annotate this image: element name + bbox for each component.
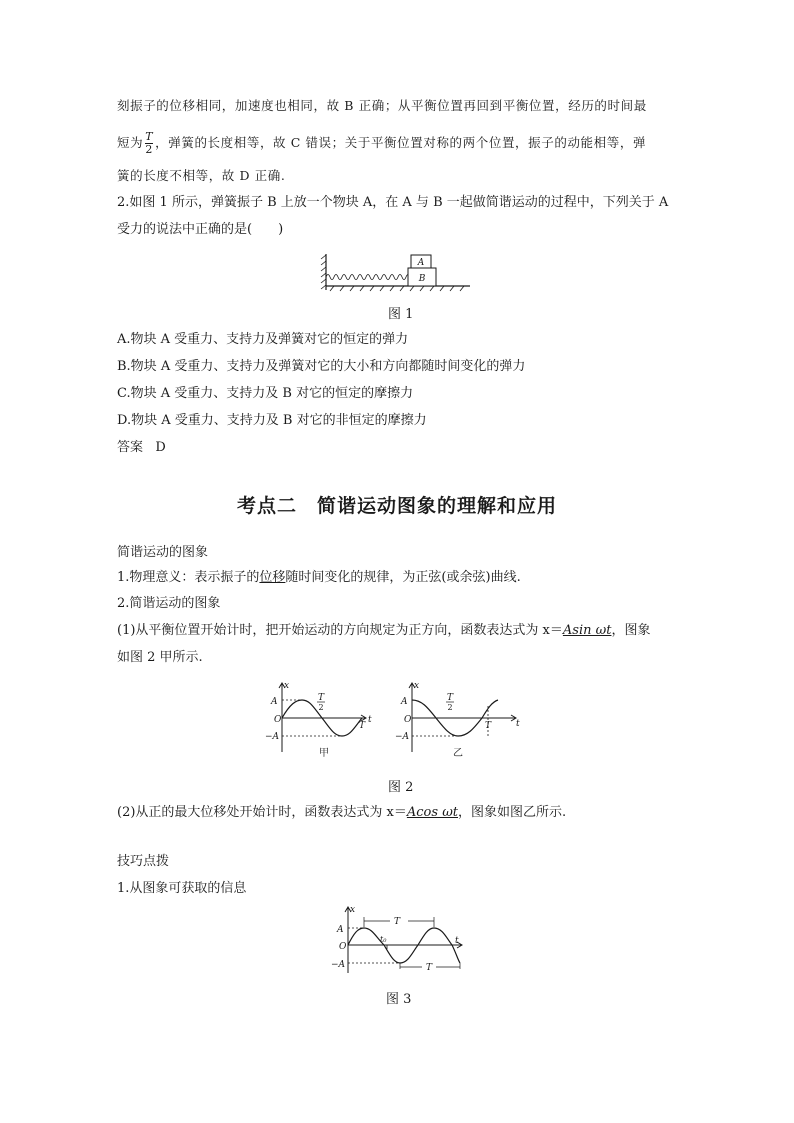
cosine-formula: Acos ωt bbox=[406, 805, 459, 820]
section-heading: 考点二 简谐运动图象的理解和应用 bbox=[236, 495, 557, 517]
subheading-shm-graph: 简谐运动的图象 bbox=[117, 545, 209, 560]
point-1-underlined: 位移 bbox=[259, 570, 286, 585]
figure-1-caption: 图 1 bbox=[388, 307, 414, 322]
figure-2-right-label: 乙 bbox=[453, 748, 463, 759]
period-label: T bbox=[484, 721, 492, 731]
option-c: C.物块 A 受重力、支持力及 B 对它的恒定的摩擦力 bbox=[117, 386, 414, 401]
neg-amplitude-label: −A bbox=[265, 732, 280, 742]
tips-heading: 技巧点拨 bbox=[117, 854, 170, 869]
point-1-end: 随时间变化的规律，为正弦(或余弦)曲线. bbox=[285, 570, 521, 585]
x-axis-label: x bbox=[284, 681, 290, 691]
figure-2-left-label: 甲 bbox=[319, 748, 329, 759]
figure-2-sine-graph bbox=[262, 680, 372, 760]
block-a-label: A bbox=[417, 258, 425, 268]
sub-point-1-end: ，图象 bbox=[611, 623, 651, 638]
figure-2-cosine-graph bbox=[392, 680, 522, 760]
wall-hatching bbox=[321, 255, 326, 289]
option-a: A.物块 A 受重力、支持力及弹簧对它的恒定的弹力 bbox=[117, 332, 409, 347]
t0-label: t₀ bbox=[380, 935, 387, 944]
t-axis-label: t bbox=[516, 719, 520, 729]
prev-answer-line-2-start: 短为 bbox=[117, 135, 144, 150]
sub-point-2-start: (2)从正的最大位移处开始计时，函数表达式为 x＝ bbox=[117, 805, 407, 820]
point-1-start: 1.物理意义：表示振子的 bbox=[117, 570, 260, 585]
floor-hatching bbox=[330, 286, 464, 291]
period-label: T bbox=[358, 721, 366, 731]
prev-answer-line-2 bbox=[117, 128, 646, 158]
sub-point-1-line-1 bbox=[117, 621, 650, 641]
option-b: B.物块 A 受重力、支持力及弹簧对它的大小和方向都随时间变化的弹力 bbox=[117, 359, 526, 374]
t-axis-label: t bbox=[368, 715, 372, 725]
amplitude-label: A bbox=[337, 925, 344, 935]
spring bbox=[326, 275, 412, 280]
answer-value: D bbox=[155, 440, 166, 455]
figure-3-graph bbox=[328, 905, 468, 980]
t-axis-label: t bbox=[455, 936, 459, 946]
prev-answer-line-2-end: ，弹簧的长度相等，故 C 错误；关于平衡位置对称的两个位置，振子的动能相等，弹 bbox=[155, 135, 647, 150]
origin-label: O bbox=[339, 942, 347, 952]
amplitude-label: A bbox=[401, 697, 408, 707]
neg-amplitude-label: −A bbox=[395, 732, 410, 742]
prev-answer-line-1: 刻振子的位移相同，加速度也相同，故 B 正确；从平衡位置再回到平衡位置，经历的时间最 bbox=[117, 98, 647, 113]
block-b-label: B bbox=[418, 274, 426, 284]
origin-label: O bbox=[404, 715, 412, 725]
sub-point-1-start: (1)从平衡位置开始计时，把开始运动的方向规定为正方向，函数表达式为 x＝ bbox=[117, 623, 563, 638]
fraction-numerator: T bbox=[145, 130, 154, 143]
figure-2-caption: 图 2 bbox=[388, 780, 414, 795]
point-2-shm-graph: 2.简谐运动的图象 bbox=[117, 596, 221, 611]
neg-amplitude-label: −A bbox=[331, 960, 346, 970]
question-2-stem-line-2: 受力的说法中正确的是( ) bbox=[117, 222, 284, 237]
half-period-numerator: T bbox=[317, 693, 325, 703]
fraction-denominator: 2 bbox=[145, 143, 153, 156]
half-period-denominator: 2 bbox=[447, 703, 453, 712]
half-period-denominator: 2 bbox=[318, 703, 324, 712]
amplitude-label: A bbox=[271, 697, 278, 707]
sub-point-1-line-2: 如图 2 甲所示. bbox=[117, 650, 203, 665]
sub-point-2-end: ，图象如图乙所示. bbox=[458, 805, 567, 820]
figure-3-caption: 图 3 bbox=[386, 992, 412, 1007]
sine-formula: Asin ωt bbox=[562, 623, 612, 638]
x-axis-label: x bbox=[414, 681, 420, 691]
fraction-t-over-2 bbox=[145, 131, 153, 156]
x-axis-label: x bbox=[350, 905, 356, 915]
sub-point-2 bbox=[117, 803, 566, 823]
period-bottom-label: T bbox=[426, 963, 433, 973]
figure-1-spring-oscillator bbox=[318, 250, 478, 295]
answer bbox=[117, 438, 166, 458]
question-2-stem-line-1: 2.如图 1 所示，弹簧振子 B 上放一个物块 A，在 A 与 B 一起做简谐运动的过程中，下列关于 A bbox=[117, 195, 669, 210]
answer-label: 答案 bbox=[117, 440, 144, 455]
period-top-label: T bbox=[394, 917, 401, 927]
prev-answer-line-3: 簧的长度不相等，故 D 正确. bbox=[117, 168, 286, 183]
option-d: D.物块 A 受重力、支持力及 B 对它的非恒定的摩擦力 bbox=[117, 413, 427, 428]
tips-point-1: 1.从图象可获取的信息 bbox=[117, 881, 247, 896]
point-1-physical-meaning bbox=[117, 568, 521, 588]
half-period-numerator: T bbox=[446, 693, 454, 703]
origin-label: O bbox=[274, 715, 282, 725]
